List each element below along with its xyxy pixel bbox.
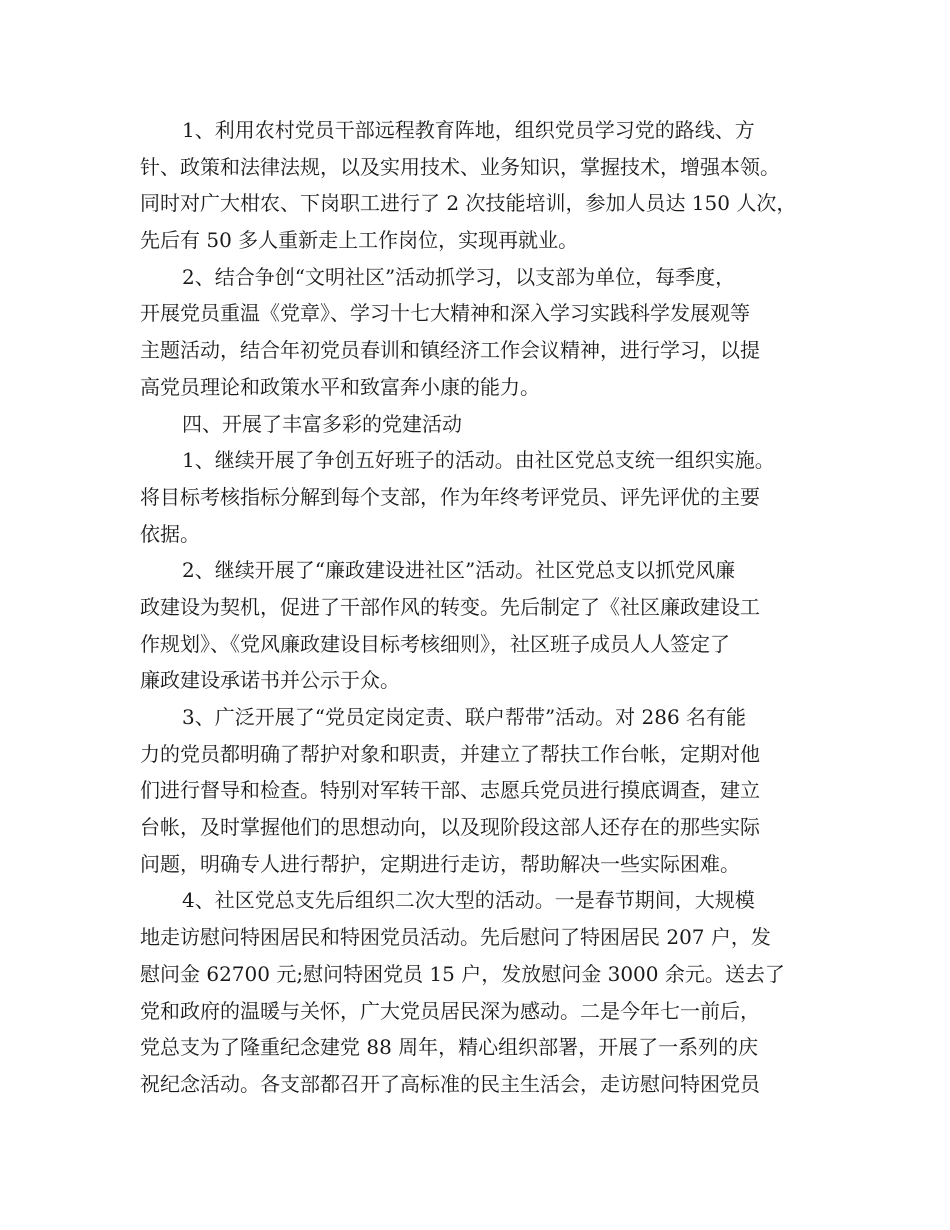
- text-line: 台帐，及时掌握他们的思想动向，以及现阶段这部人还存在的那些实际: [140, 815, 760, 840]
- text-line: 4、社区党总支先后组织二次大型的活动。一是春节期间，大规模: [182, 888, 755, 913]
- text-line: 将目标考核指标分解到每个支部，作为年终考评党员、评先评优的主要: [140, 484, 760, 509]
- text-line: 2、结合争创“文明社区”活动抓学习，以支部为单位，每季度，: [182, 264, 736, 289]
- text-line: 同时对广大柑农、下岗职工进行了 2 次技能培训，参加人员达 150 人次，: [140, 191, 797, 216]
- text-line: 依据。: [140, 521, 200, 546]
- text-line: 针、政策和法律法规，以及实用技术、业务知识，掌握技术，增强本领。: [140, 154, 780, 179]
- text-line: 政建设为契机，促进了干部作风的转变。先后制定了《社区廉政建设工: [140, 594, 760, 619]
- document-body: [140, 112, 830, 1103]
- text-line: 先后有 50 多人重新走上工作岗位，实现再就业。: [140, 228, 579, 253]
- text-line: 1、继续开展了争创五好班子的活动。由社区党总支统一组织实施。: [182, 448, 775, 473]
- text-line: 廉政建设承诺书并公示于众。: [140, 668, 400, 693]
- text-line: 主题活动，结合年初党员春训和镇经济工作会议精神，进行学习，以提: [140, 338, 760, 363]
- text-line: 1、利用农村党员干部远程教育阵地，组织党员学习党的路线、方: [182, 118, 755, 142]
- text-line: 祝纪念活动。各支部都召开了高标准的民主生活会，走访慰问特困党员: [140, 1071, 760, 1096]
- text-line: 党总支为了隆重纪念建党 88 周年，精心组织部署，开展了一系列的庆: [140, 1035, 759, 1060]
- text-line: 地走访慰问特困居民和特困党员活动。先后慰问了特困居民 207 户，发: [140, 925, 771, 950]
- text-line: 2、继续开展了“廉政建设进社区”活动。社区党总支以抓党风廉: [182, 558, 736, 583]
- text-line: 作规划》、《党风廉政建设目标考核细则》，社区班子成员人人签定了: [140, 631, 730, 656]
- text-line: 开展党员重温《党章》、学习十七大精神和深入学习实践科学发展观等: [140, 301, 750, 326]
- text-line: 3、广泛开展了“党员定岗定责、联户帮带”活动。对 286 名有能: [182, 705, 747, 729]
- section-heading: 四、开展了丰富多彩的党建活动: [182, 411, 462, 436]
- text-line: 党和政府的温暖与关怀，广大党员居民深为感动。二是今年七一前后，: [140, 998, 760, 1023]
- text-line: 们进行督导和检查。特别对军转干部、志愿兵党员进行摸底调查，建立: [140, 778, 760, 803]
- text-line: 问题，明确专人进行帮护，定期进行走访，帮助解决一些实际困难。: [140, 851, 740, 876]
- text-line: 力的党员都明确了帮护对象和职责，并建立了帮扶工作台帐，定期对他: [140, 741, 760, 766]
- text-line: 慰问金 62700 元;慰问特困党员 15 户，发放慰问金 3000 余元。送去了: [140, 961, 785, 986]
- text-line: 高党员理论和政策水平和致富奔小康的能力。: [140, 374, 540, 399]
